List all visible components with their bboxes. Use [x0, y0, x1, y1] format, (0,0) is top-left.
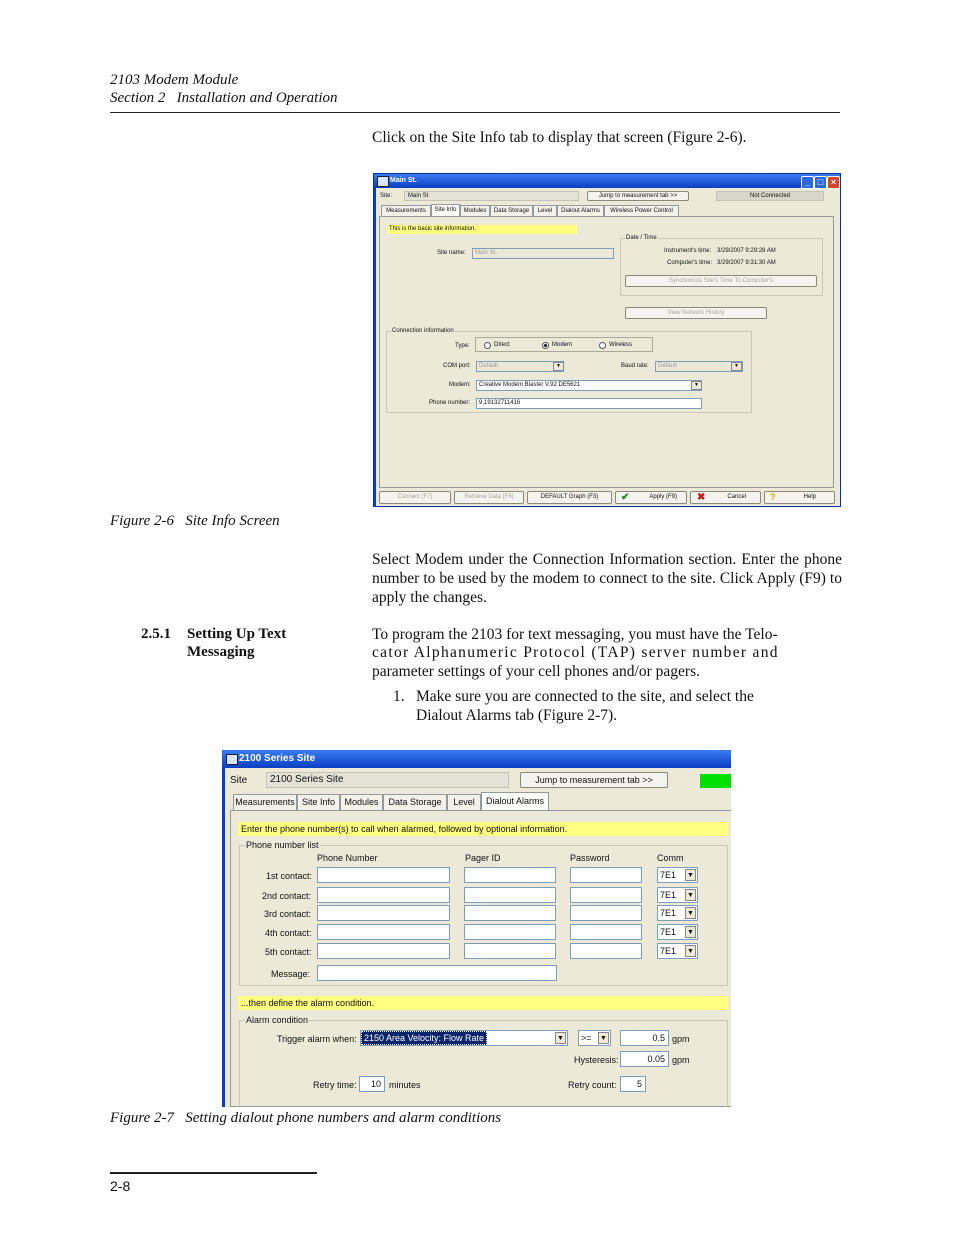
retry-time-label: Retry time: — [313, 1080, 357, 1090]
section-title-line2: Messaging — [187, 644, 255, 660]
minimize-icon[interactable]: _ — [801, 176, 814, 189]
contact-4-comm-dropdown-icon[interactable]: ▼ — [685, 926, 696, 938]
column-comm: Comm — [657, 853, 684, 863]
window-titlebar-2 — [222, 750, 731, 768]
info-banner: This is the basic site information. — [387, 225, 577, 234]
operator-value: >= — [581, 1033, 592, 1043]
site-name-field[interactable]: Main St. — [472, 248, 614, 259]
alarm-condition-label: Alarm condition — [246, 1015, 309, 1025]
trigger-measurement-select[interactable] — [360, 1030, 568, 1046]
checkmark-icon: ✔ — [621, 492, 630, 503]
tap-paragraph-line1: To program the 2103 for text messaging, you must have the Telo- — [372, 626, 778, 643]
com-port-label: COM port: — [443, 363, 471, 369]
retrieve-data-button[interactable]: Retrieve Data (F8) — [454, 491, 524, 504]
maximize-icon[interactable]: □ — [814, 176, 827, 189]
cancel-button-label: Cancel — [727, 494, 746, 500]
modem-label: Modem: — [449, 382, 471, 388]
tab-data-storage-2[interactable]: Data Storage — [383, 794, 447, 810]
cancel-x-icon: ✖ — [697, 492, 706, 503]
tap-paragraph-line2: cator Alphanumeric Protocol (TAP) server number and — [372, 644, 779, 661]
radio-direct-label: Direct — [494, 342, 510, 348]
tab-modules[interactable]: Modules — [460, 205, 490, 216]
contact-5-comm-dropdown-icon[interactable]: ▼ — [685, 945, 696, 957]
threshold-unit: gpm — [672, 1034, 690, 1044]
site-info-window — [373, 173, 841, 507]
contact-3-label: 3rd contact: — [264, 909, 312, 919]
modem-value: Creative Modem Blaster V.92 DE5621 — [479, 382, 581, 388]
site-label-2: Site — [230, 775, 248, 786]
phone-instructions-banner: Enter the phone number(s) to call when alarmed, followed by optional information. — [238, 822, 728, 836]
contact-4-phone-input[interactable] — [317, 924, 450, 940]
dialout-alarms-window — [222, 750, 731, 1107]
hysteresis-unit: gpm — [672, 1055, 690, 1065]
contact-4-comm-value: 7E1 — [660, 927, 677, 937]
site-name-label: Site name: — [437, 250, 466, 256]
radio-direct[interactable] — [484, 342, 491, 349]
baud-rate-value: Default — [658, 363, 678, 369]
message-label: Message: — [271, 969, 311, 979]
hysteresis-label: Hysteresis: — [574, 1055, 619, 1065]
help-button[interactable] — [764, 491, 835, 504]
contact-3-password-input[interactable] — [570, 905, 642, 921]
tab-modules-2[interactable]: Modules — [340, 794, 383, 810]
radio-modem[interactable] — [542, 342, 549, 349]
phone-number-list-label: Phone number list — [246, 840, 319, 850]
phone-number-input[interactable]: 9,19132711416 — [476, 398, 702, 409]
contact-1-phone-input[interactable] — [317, 867, 450, 883]
window-title: Main St. — [390, 177, 417, 184]
retry-count-input[interactable]: 5 — [620, 1076, 646, 1092]
tab-level-2[interactable]: Level — [447, 794, 481, 810]
trigger-alarm-label: Trigger alarm when: — [277, 1034, 357, 1044]
app-icon-2 — [226, 754, 238, 765]
modem-paragraph: Select Modem under the Connection Information section. Enter the phone number to be used by the modem to connect to the site. Click Apply (F9) to apply the changes. — [372, 551, 842, 606]
running-header-title: 2103 Modem Module — [110, 72, 239, 88]
tab-level[interactable]: Level — [533, 205, 557, 216]
tab-site-info-2[interactable]: Site Info — [297, 794, 340, 810]
column-phone-number: Phone Number — [317, 853, 378, 863]
contact-2-comm-dropdown-icon[interactable]: ▼ — [685, 889, 696, 901]
alarm-condition-banner: ...then define the alarm condition. — [238, 996, 728, 1010]
contact-1-label: 1st contact: — [266, 871, 313, 881]
retry-count-label: Retry count: — [568, 1080, 617, 1090]
tab-data-storage[interactable]: Data Storage — [490, 205, 533, 216]
com-port-value: Default — [479, 363, 499, 369]
contact-3-phone-input[interactable] — [317, 905, 450, 921]
running-header-section: Section 2 Installation and Operation — [110, 90, 338, 106]
section-title-line1: Setting Up Text — [187, 626, 287, 642]
contact-2-comm-value: 7E1 — [660, 890, 677, 900]
contact-3-comm-value: 7E1 — [660, 908, 677, 918]
instrument-time-label: Instrument's time: — [664, 248, 712, 254]
operator-dropdown-icon[interactable]: ▼ — [598, 1032, 609, 1044]
tap-paragraph-line3: parameter settings of your cell phones and/or pagers. — [372, 663, 700, 680]
contact-5-password-input[interactable] — [570, 943, 642, 959]
close-icon[interactable]: × — [827, 176, 840, 189]
apply-button[interactable] — [615, 491, 687, 504]
contact-4-label: 4th contact: — [265, 928, 312, 938]
message-input[interactable] — [317, 965, 557, 981]
footer-rule — [110, 1172, 317, 1174]
trigger-measurement-value: 2150 Area Velocity: Flow Rate — [361, 1031, 487, 1045]
contact-4-pager-input[interactable] — [464, 924, 556, 940]
view-network-history-button[interactable]: View Network History — [625, 307, 767, 319]
step-text-line2: Dialout Alarms tab (Figure 2-7). — [416, 707, 618, 724]
baud-rate-select[interactable] — [655, 361, 743, 372]
figure-2-7-caption: Figure 2-7 Setting dialout phone numbers and alarm conditions — [110, 1110, 502, 1126]
cancel-button[interactable] — [690, 491, 761, 504]
step-text-line1: Make sure you are connected to the site, and select the — [416, 688, 754, 705]
page-number: 2-8 — [110, 1178, 131, 1194]
com-port-dropdown-icon[interactable]: ▼ — [553, 362, 564, 371]
default-graph-button[interactable]: DEFAULT Graph (F3) — [527, 491, 612, 504]
step-number: 1. — [393, 688, 405, 705]
hysteresis-input[interactable]: 0.05 — [620, 1051, 669, 1067]
computer-time-label: Computer's time: — [667, 260, 713, 266]
contact-1-pager-input[interactable] — [464, 867, 556, 883]
window-title-2: 2100 Series Site — [239, 753, 316, 764]
column-pager-id: Pager ID — [465, 853, 501, 863]
connection-info-group-label: Connection information — [392, 328, 454, 334]
sync-time-button[interactable]: Synchronize Site's Time To Computer's — [625, 275, 817, 287]
radio-wireless-label: Wireless — [609, 342, 633, 348]
column-password: Password — [570, 853, 610, 863]
app-icon — [377, 176, 389, 187]
modem-dropdown-icon[interactable]: ▼ — [691, 381, 702, 390]
contact-1-password-input[interactable] — [570, 867, 642, 883]
window-border-left — [374, 188, 376, 507]
connection-status-indicator — [700, 774, 731, 788]
tab-measurements[interactable]: Measurements — [381, 205, 431, 216]
jump-to-measurement-button[interactable]: Jump to measurement tab >> — [587, 191, 689, 201]
type-label: Type: — [455, 343, 470, 349]
contact-1-comm-value: 7E1 — [660, 870, 677, 880]
baud-rate-label: Baud rate: — [621, 363, 649, 369]
modem-select[interactable] — [476, 380, 702, 391]
tab-wireless-power-control[interactable]: Wireless Power Control — [604, 205, 679, 216]
contact-2-label: 2nd contact: — [262, 891, 312, 901]
apply-button-label: Apply (F9) — [649, 494, 677, 500]
instrument-time-value: 3/29/2007 9:29:28 AM — [717, 248, 776, 254]
help-question-icon: ? — [770, 492, 776, 502]
date-time-group-label: Date / Time — [626, 235, 657, 241]
contact-5-label: 5th contact: — [265, 947, 312, 957]
com-port-select[interactable] — [476, 361, 564, 372]
computer-time-value: 3/29/2007 9:31:30 AM — [717, 260, 776, 266]
baud-rate-dropdown-icon[interactable]: ▼ — [731, 362, 742, 371]
site-name-display: Main St — [404, 191, 579, 201]
contact-1-comm-dropdown-icon[interactable]: ▼ — [685, 869, 696, 881]
jump-to-measurement-button-2[interactable]: Jump to measurement tab >> — [520, 772, 668, 788]
contact-2-password-input[interactable] — [570, 887, 642, 903]
retry-time-unit: minutes — [389, 1080, 421, 1090]
phone-number-label: Phone number: — [429, 400, 471, 406]
radio-modem-label: Modem — [552, 342, 573, 348]
window-border-left-2 — [222, 768, 225, 1107]
threshold-input[interactable]: 0.5 — [620, 1030, 669, 1046]
contact-5-phone-input[interactable] — [317, 943, 450, 959]
radio-wireless[interactable] — [599, 342, 606, 349]
contact-5-pager-input[interactable] — [464, 943, 556, 959]
retry-time-input[interactable]: 10 — [359, 1076, 385, 1092]
connection-status: Not Connected — [716, 191, 824, 201]
window-titlebar — [374, 174, 840, 188]
contact-5-comm-value: 7E1 — [660, 946, 677, 956]
contact-3-comm-dropdown-icon[interactable]: ▼ — [685, 907, 696, 919]
figure-2-6-caption: Figure 2-6 Site Info Screen — [110, 513, 280, 529]
tab-dialout-alarms-2[interactable]: Dialout Alarms — [481, 792, 549, 810]
help-button-label: Help — [803, 494, 816, 500]
intro-paragraph: Click on the Site Info tab to display that screen (Figure 2-6). — [372, 129, 747, 146]
site-name-display-2: 2100 Series Site — [266, 772, 509, 788]
tab-measurements-2[interactable]: Measurements — [233, 794, 297, 810]
section-number: 2.5.1 — [141, 626, 171, 642]
contact-2-pager-input[interactable] — [464, 887, 556, 903]
site-label: Site: — [380, 193, 393, 199]
header-rule — [110, 112, 840, 113]
connect-button[interactable]: Connect (F7) — [379, 491, 451, 504]
trigger-dropdown-icon[interactable]: ▼ — [555, 1032, 566, 1044]
contact-2-phone-input[interactable] — [317, 887, 450, 903]
tab-site-info[interactable]: Site Info — [431, 204, 460, 216]
contact-4-password-input[interactable] — [570, 924, 642, 940]
tab-dialout-alarms[interactable]: Dialout Alarms — [557, 205, 604, 216]
date-time-group — [620, 235, 823, 296]
contact-3-pager-input[interactable] — [464, 905, 556, 921]
